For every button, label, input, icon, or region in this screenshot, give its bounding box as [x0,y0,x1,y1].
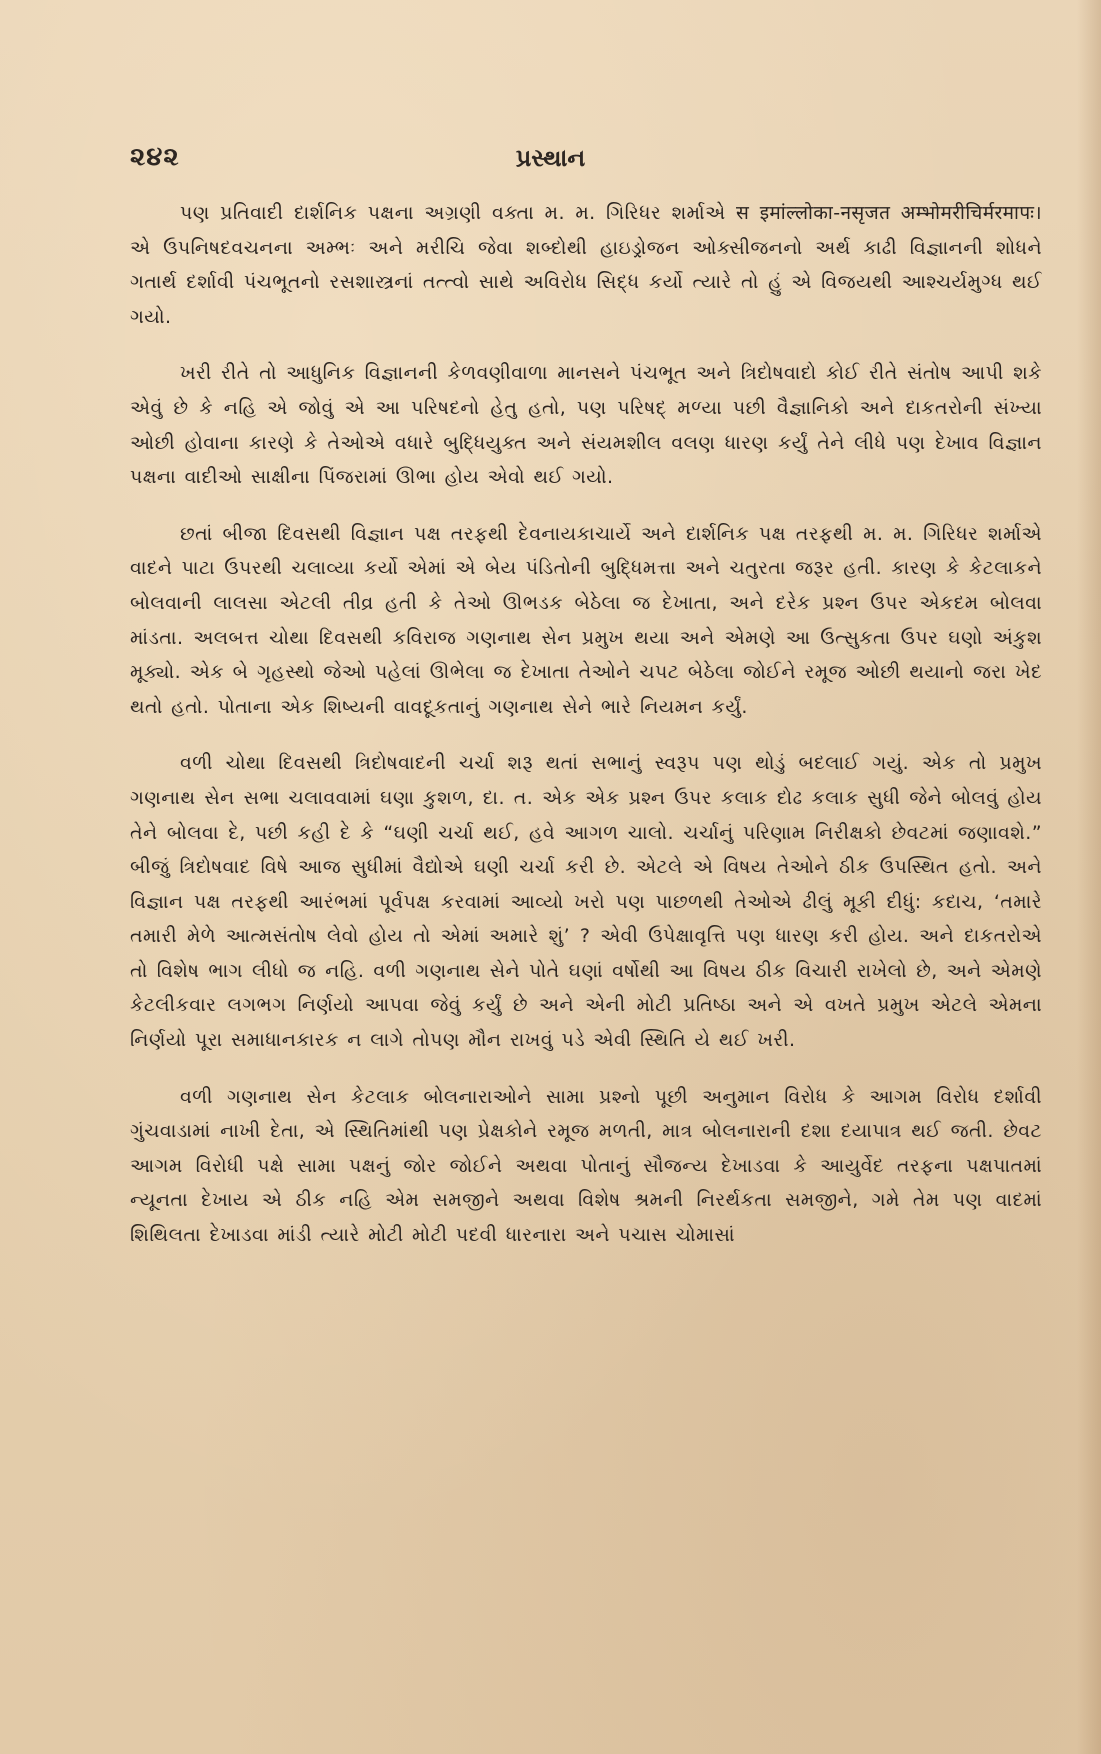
page-number: ૨૪૨ [130,142,180,172]
paragraph-5: વળી ગણનાથ સેન કેટલાક બોલનારાઓને સામા પ્રશ્નો પૂછી અનુમાન વિરોધ કે આગમ વિરોધ દર્શાવી ગુંચવાડામાં નાખી દેતા, એ સ્થિતિમાંથી પણ પ્રેક્ષકોને રમૂજ મળતી, માત્ર બોલનારાની દશા દયાપાત્ર થઈ જતી. છેવટ આગમ વિરોધી પક્ષે સામા પક્ષનું જોર જોઈને અથવા પોતાનું સૌજન્ય દેખાડવા કે આયુર્વેદ તરફના પક્ષપાતમાં ન્યૂનતા દેખાય એ ઠીક નહિ એમ સમજીને અથવા વિશેષ શ્રમની નિરર્થકતા સમજીને, ગમે તેમ પણ વાદમાં શિથિલતા દેખાડવા માંડી ત્યારે મોટી મોટી પદવી ધારનારા અને પચાસ ચોમાસાં [130,1085,1042,1247]
running-title: પ્રસ્થાન [515,144,586,172]
paragraph-1: પણ પ્રતિવાદી દાર્શનિક પક્ષના અગ્રણી વક્તા મ. મ. ગિરિધર શર્માએ स इमांल्लोका-नसृजत अम्भोमरीचिर्मरमापः। એ ઉપનિષદવચનના અમ્ભઃ અને મરીચિ જેવા શબ્દોથી હાઇડ્રોજન ઓક્સીજનનો અર્થ કાઢી વિજ્ઞાનની શોધને ગતાર્થ દર્શાવી પંચભૂતનો રસશાસ્ત્રનાં તત્ત્વો સાથે અવિરોધ સિદ્ધ કર્યો ત્યારે તો હું એ વિજયથી આશ્ચર્યમુગ્ધ થઈ ગયો. [130,202,1042,328]
paragraph-3: છતાં બીજા દિવસથી વિજ્ઞાન પક્ષ તરફથી દેવનાયકાચાર્યે અને દાર્શનિક પક્ષ તરફથી મ. મ. ગિરિધર શર્માએ વાદને પાટા ઉપરથી ચલાવ્યા કર્યો એમાં એ બેય પંડિતોની બુદ્ધિમત્તા અને ચતુરતા જરૂર હતી. કારણ કે કેટલાકને બોલવાની લાલસા એટલી તીવ્ર હતી કે તેઓ ઊભડક બેઠેલા જ દેખાતા, અને દરેક પ્રશ્ન ઉપર એકદમ બોલવા માંડતા. અલબત્ત ચોથા દિવસથી કવિરાજ ગણનાથ સેન પ્રમુખ થયા અને એમણે આ ઉત્સુકતા ઉપર ઘણો અંકુશ મૂક્યો. એક બે ગૃહસ્થો જેઓ પહેલાં ઊભેલા જ દેખાતા તેઓને ચપટ બેઠેલા જોઈને રમૂજ ઓછી થયાનો જરા ખેદ થતો હતો. પોતાના એક શિષ્યની વાવદૂકતાનું ગણનાથ સેને ભારે નિયમન કર્યું. [130,522,1042,718]
paragraph-2: ખરી રીતે તો આધુનિક વિજ્ઞાનની કેળવણીવાળા માનસને પંચભૂત અને ત્રિદોષવાદો કોઈ રીતે સંતોષ આપી શકે એવું છે કે નહિ એ જોવું એ આ પરિષદનો હેતુ હતો, પણ પરિષદ્ મળ્યા પછી વૈજ્ઞાનિકો અને દાકતરોની સંખ્યા ઓછી હોવાના કારણે કે તેઓએ વધારે બુદ્ધિયુક્ત અને સંયમશીલ વલણ ધારણ કર્યું તેને લીધે પણ દેખાવ વિજ્ઞાન પક્ષના વાદીઓ સાક્ષીના પિંજરામાં ઊભા હોય એવો થઈ ગયો. [130,362,1042,489]
page-body [130,196,1042,1275]
paragraph-4: વળી ચોથા દિવસથી ત્રિદોષવાદની ચર્ચા શરૂ થતાં સભાનું સ્વરૂપ પણ થોડું બદલાઈ ગયું. એક તો પ્રમુખ ગણનાથ સેન સભા ચલાવવામાં ઘણા કુશળ, દા. ત. એક એક પ્રશ્ન ઉપર કલાક દોઢ કલાક સુધી જેને બોલવું હોય તેને બોલવા દે, પછી કહી દે કે “ઘણી ચર્ચા થઈ, હવે આગળ ચાલો. ચર્ચાનું પરિણામ નિરીક્ષકો છેવટમાં જણાવશે.” બીજું ત્રિદોષવાદ વિષે આજ સુધીમાં વૈદ્યોએ ઘણી ચર્ચા કરી છે. એટલે એ વિષય તેઓને ઠીક ઉપસ્થિત હતો. અને વિજ્ઞાન પક્ષ તરફથી આરંભમાં પૂર્વપક્ષ કરવામાં આવ્યો ખરો પણ પાછળથી તેઓએ ઢીલું મૂકી દીધું: કદાચ, ‘તમારે તમારી મેળે આત્મસંતોષ લેવો હોય તો એમાં અમારે શું’ ? એવી ઉપેક્ષાવૃત્તિ પણ ધારણ કરી હોય. અને દાકતરોએ તો વિશેષ ભાગ લીધો જ નહિ. વળી ગણનાથ સેને પોતે ઘણાં વર્ષોથી આ વિષય ઠીક વિચારી રાખેલો છે, અને એમણે કેટલીકવાર લગભગ નિર્ણયો આપવા જેવું કર્યું છે અને એની મોટી પ્રતિષ્ઠા અને એ વખતે પ્રમુખ એટલે એમના નિર્ણયો પૂરા સમાધાનકારક ન લાગે તોપણ મૌન રાખવું પડે એવી સ્થિતિ યે થઈ ખરી. [130,752,1042,1052]
page-header [0,142,1101,182]
